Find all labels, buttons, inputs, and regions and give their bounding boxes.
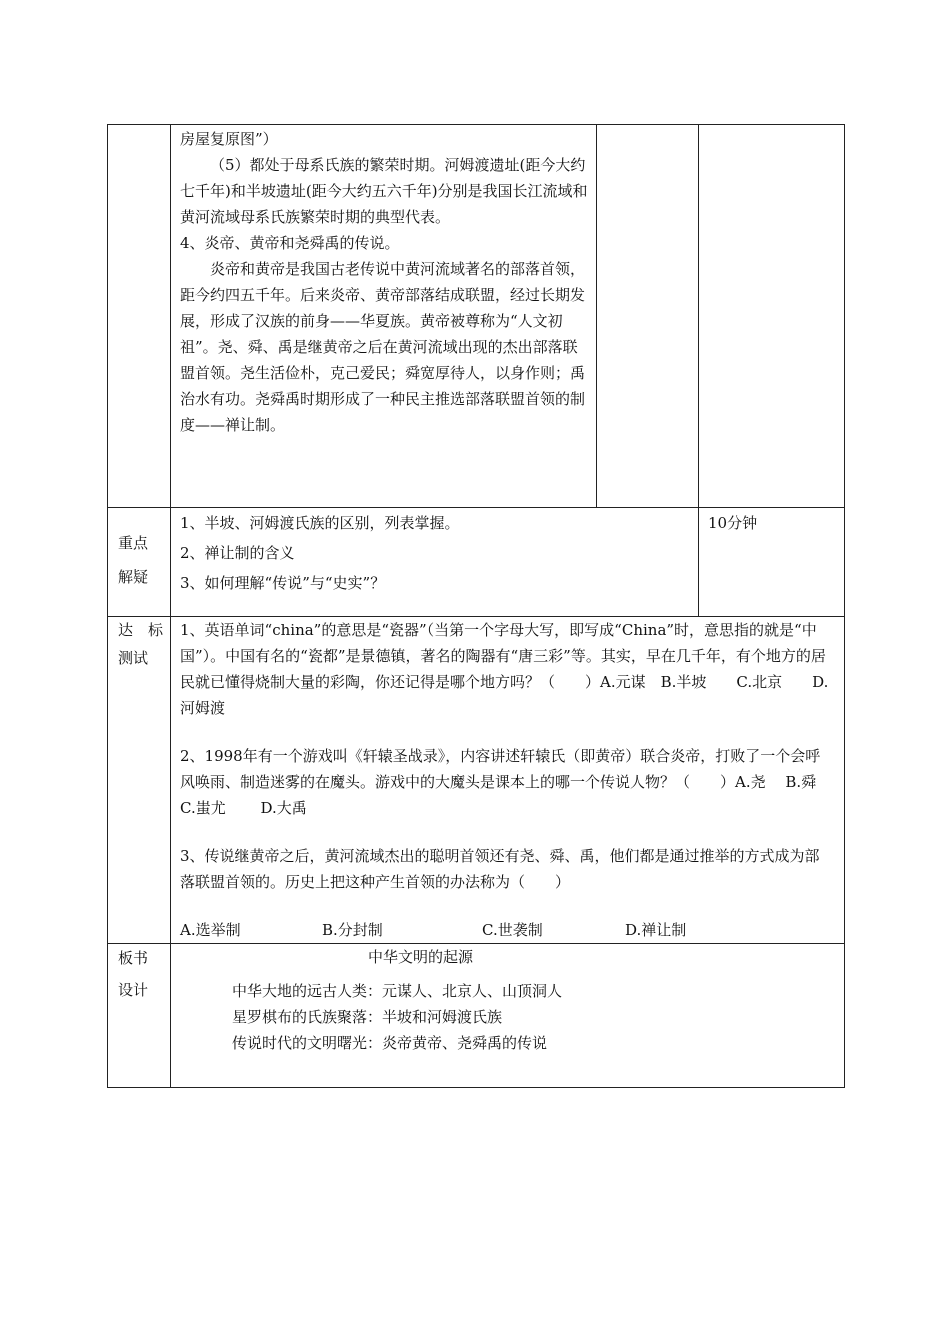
question-1: 1、英语单词“china”的意思是“瓷器”（当第一个字母大写，即写成“China”时，意思指的就是“中国”）。中国有名的“瓷都”是景德镇，著名的陶器有“唐三彩”等。其实，早在几千年，有个地方的居民就已懂得烧制大量的彩陶，你还记得是哪个地方吗？（ ）A.元谋 B.半坡 C.北京 D.河姆渡 bbox=[180, 621, 829, 717]
content-line: 房屋复原图”） bbox=[180, 130, 278, 148]
lesson-plan-table bbox=[107, 124, 881, 1088]
key-points-time-cell bbox=[699, 508, 845, 617]
board-design-label: 板书 bbox=[118, 949, 149, 967]
board-line: 中华大地的远古人类：元谋人、北京人、山顶洞人 bbox=[232, 982, 563, 1000]
content-row bbox=[108, 125, 845, 508]
question-3-options bbox=[180, 917, 830, 943]
key-point-item: 1、半坡、河姆渡氏族的区别，列表掌握。 bbox=[180, 514, 460, 532]
key-points-row bbox=[108, 508, 845, 617]
option-b: B.分封制 bbox=[322, 921, 383, 939]
key-point-item: 3、如何理解“传说”与“史实”？ bbox=[180, 574, 386, 592]
assessment-cell bbox=[171, 617, 881, 944]
option-d: D.禅让制 bbox=[625, 921, 687, 939]
content-time-cell bbox=[699, 125, 845, 508]
content-activity-cell bbox=[597, 125, 699, 508]
assessment-label-cell bbox=[108, 617, 171, 944]
board-design-label: 设计 bbox=[118, 981, 149, 999]
board-line: 传说时代的文明曙光：炎帝黄帝、尧舜禹的传说 bbox=[232, 1034, 548, 1052]
board-title: 中华文明的起源 bbox=[368, 948, 474, 966]
board-design-label-cell bbox=[108, 944, 171, 1088]
content-label-cell bbox=[108, 125, 171, 508]
assessment-label: 达 标 bbox=[118, 621, 164, 639]
question-3: 3、传说继黄帝之后，黄河流域杰出的聪明首领还有尧、舜、禹，他们都是通过推举的方式成为部落联盟首领的。历史上把这种产生首领的办法称为（ ） bbox=[180, 847, 820, 891]
key-points-label: 解疑 bbox=[118, 568, 149, 586]
board-design-cell bbox=[171, 944, 845, 1088]
content-paragraph: 炎帝和黄帝是我国古老传说中黄河流域著名的部落首领，距今约四五千年。后来炎帝、黄帝部落结成联盟，经过长期发展，形成了汉族的前身——华夏族。黄帝被尊称为“人文初祖”。尧、舜、禹是继黄帝之后在黄河流域出现的杰出部落联盟首领。尧生活俭朴，克己爱民；舜宽厚待人，以身作则；禹治水有功。尧舜禹时期形成了一种民主推选部落联盟首领的制度——禅让制。 bbox=[180, 260, 586, 434]
assessment-label: 测试 bbox=[118, 649, 149, 667]
key-point-item: 2、禅让制的含义 bbox=[180, 544, 295, 562]
content-paragraph: （5）都处于母系氏族的繁荣时期。河姆渡遗址(距今大约七千年)和半坡遗址(距今大约五六千年)分别是我国长江流域和黄河流域母系氏族繁荣时期的典型代表。 bbox=[180, 156, 588, 226]
board-design-row bbox=[108, 944, 845, 1088]
option-a: A.选举制 bbox=[180, 921, 241, 939]
content-heading: 4、炎帝、黄帝和尧舜禹的传说。 bbox=[180, 234, 400, 252]
time-allotment: 10分钟 bbox=[708, 514, 758, 532]
option-c: C.世袭制 bbox=[482, 921, 543, 939]
key-points-cell bbox=[171, 508, 699, 617]
question-2: 2、1998年有一个游戏叫《轩辕圣战录》，内容讲述轩辕氏（即黄帝）联合炎帝，打败了一个会呼风唤雨、制造迷雾的在魔头。游戏中的大魔头是课本上的哪一个传说人物？（ ）A.尧 B.舜 C.蚩尤 D.大禹 bbox=[180, 747, 881, 817]
key-points-label: 重点 bbox=[118, 534, 149, 552]
content-text-cell bbox=[171, 125, 597, 508]
board-line: 星罗棋布的氏族聚落：半坡和河姆渡氏族 bbox=[232, 1008, 503, 1026]
key-points-label-cell bbox=[108, 508, 171, 617]
assessment-row bbox=[108, 617, 845, 944]
